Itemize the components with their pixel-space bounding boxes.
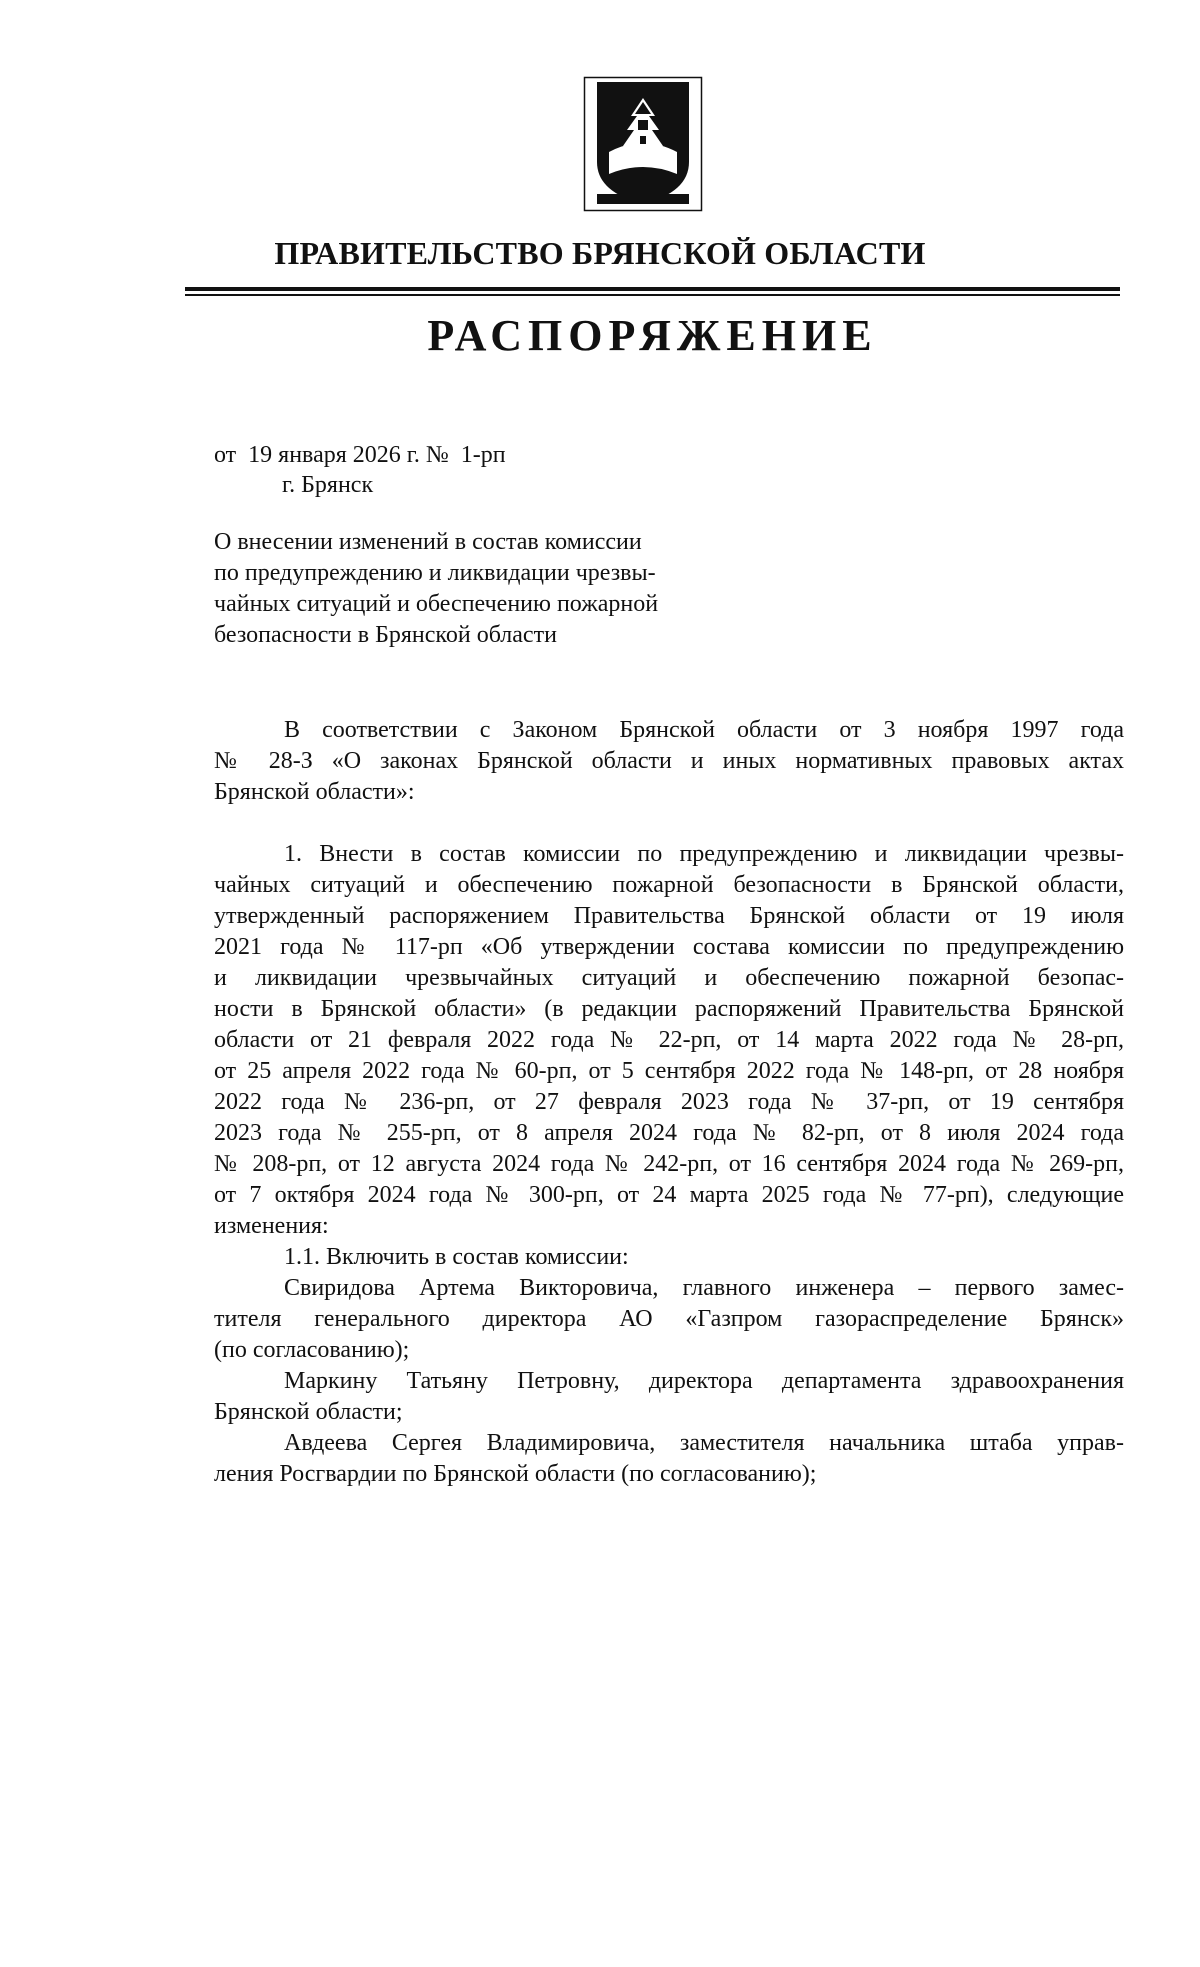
body-line: Авдеева Сергея Владимировича, заместителя начальника штаба управ- [284, 1430, 1124, 1456]
city-line: г. Брянск [282, 472, 374, 498]
body-line: 2022 года № 236-рп, от 27 февраля 2023 года № 37-рп, от 19 сентября [214, 1089, 1124, 1115]
body-line: области от 21 февраля 2022 года № 22-рп, от 14 марта 2022 года № 28-рп, [214, 1027, 1124, 1053]
document-body [214, 715, 1124, 1490]
body-line: от 7 октября 2024 года № 300-рп, от 24 марта 2025 года № 77-рп), следующие [214, 1182, 1124, 1208]
header-rule-thick [185, 287, 1120, 291]
member-entry [214, 1273, 1124, 1366]
subject-line: по предупреждению и ликвидации чрезвы- [214, 560, 656, 586]
subject-line: безопасности в Брянской области [214, 622, 557, 648]
body-line: изменения: [214, 1213, 329, 1239]
item-1-paragraph [214, 839, 1124, 1242]
body-line: и ликвидации чрезвычайных ситуаций и обеспечению пожарной безопас- [214, 965, 1124, 991]
body-line: Брянской области»: [214, 779, 415, 805]
body-line: Маркину Татьяну Петровну, директора департамента здравоохранения [284, 1368, 1124, 1394]
date-number-line: от 19 января 2026 г. № 1-рп [214, 442, 506, 468]
body-line: В соответствии с Законом Брянской области от 3 ноября 1997 года [284, 717, 1124, 743]
body-line: утвержденный распоряжением Правительства Брянской области от 19 июля [214, 903, 1124, 929]
body-line: ления Росгвардии по Брянской области (по согласованию); [214, 1461, 817, 1487]
body-line: 2021 года № 117-рп «Об утверждении состава комиссии по предупреждению [214, 934, 1124, 960]
body-line: 1. Внести в состав комиссии по предупреждению и ликвидации чрезвы- [284, 841, 1124, 867]
header-rule-thin [185, 294, 1120, 296]
body-line: 2023 года № 255-рп, от 8 апреля 2024 года № 82-рп, от 8 июля 2024 года [214, 1120, 1124, 1146]
member-entry [214, 1428, 1124, 1490]
body-line: Свиридова Артема Викторовича, главного инженера – первого замес- [284, 1275, 1124, 1301]
body-line: чайных ситуаций и обеспечению пожарной безопасности в Брянской области, [214, 872, 1124, 898]
subject-line: О внесении изменений в состав комиссии [214, 529, 642, 555]
government-title: ПРАВИТЕЛЬСТВО БРЯНСКОЙ ОБЛАСТИ [274, 235, 926, 271]
body-line: № 208-рп, от 12 августа 2024 года № 242-рп, от 16 сентября 2024 года № 269-рп, [214, 1151, 1124, 1177]
document-type-title: РАСПОРЯЖЕНИЕ [427, 311, 878, 360]
brjansk-coat-of-arms-icon [583, 76, 703, 212]
body-line: тителя генерального директора АО «Газпром газораспределение Брянск» [214, 1306, 1124, 1332]
paragraph-gap [214, 808, 1124, 839]
body-line: № 28-З «О законах Брянской области и иных нормативных правовых актах [214, 748, 1124, 774]
member-entry [214, 1366, 1124, 1428]
body-line: от 25 апреля 2022 года № 60-рп, от 5 сентября 2022 года № 148-рп, от 28 ноября [214, 1058, 1124, 1084]
body-line: 1.1. Включить в состав комиссии: [284, 1244, 629, 1270]
item-1-1-heading [214, 1242, 1124, 1273]
preamble-paragraph [214, 715, 1124, 808]
subject-line: чайных ситуаций и обеспечению пожарной [214, 591, 659, 617]
body-line: ности в Брянской области» (в редакции распоряжений Правительства Брянской [214, 996, 1124, 1022]
document-subject [214, 527, 734, 651]
body-line: (по согласованию); [214, 1337, 410, 1363]
body-line: Брянской области; [214, 1399, 403, 1425]
